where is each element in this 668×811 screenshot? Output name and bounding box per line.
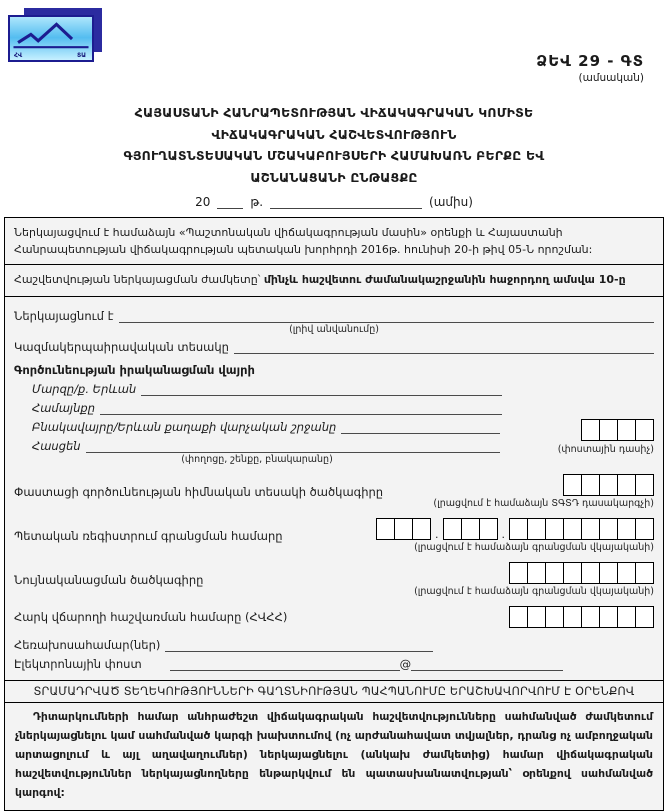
code-box[interactable] [527, 518, 546, 540]
presenter-input-line[interactable] [119, 311, 655, 323]
logo-chart-icon [8, 15, 94, 62]
confidentiality-banner [4, 680, 664, 703]
settlement-address-section [14, 415, 654, 465]
month-input-line[interactable] [270, 196, 422, 209]
email-row [14, 657, 654, 671]
code-box[interactable] [563, 518, 582, 540]
phone-row [14, 638, 654, 652]
id-code-label: Նույնականացման ծածկագիրը [14, 572, 204, 587]
logo-left-text: ՀՎ [14, 52, 23, 59]
code-box[interactable] [443, 518, 462, 540]
code-box[interactable] [509, 606, 528, 628]
code-box[interactable] [376, 518, 395, 540]
email-label: Էլեկտրոնային փոստ [14, 657, 142, 672]
presenter-row [14, 309, 654, 323]
id-code-column [414, 562, 654, 597]
presenter-label: Ներկայացնում է [14, 309, 114, 324]
statistical-committee-logo [8, 8, 104, 64]
register-code-column [376, 518, 654, 553]
code-box[interactable] [617, 518, 636, 540]
code-box[interactable] [545, 562, 564, 584]
tin-label: Հարկ վճարողի հաշվառման համարը (ՀՎՀՀ) [14, 610, 288, 625]
activity-code-row [14, 474, 654, 509]
register-number-row [14, 518, 654, 553]
deadline-box [4, 264, 664, 297]
location-section-header: Գործունեության իրականացման վայրի [14, 363, 255, 378]
code-box[interactable] [509, 562, 528, 584]
id-code-row [14, 562, 654, 597]
region-label: Մարզը/ք. Երևան [32, 382, 137, 397]
email-local-input-line[interactable] [170, 659, 400, 671]
phone-label: Հեռախոսահամար(ներ) [14, 638, 161, 653]
community-input-line[interactable] [100, 403, 502, 415]
address-label: Հասցեն [32, 439, 81, 454]
address-hint: (փողոցը, շենքը, բնակարանը) [181, 454, 333, 466]
code-box[interactable] [599, 474, 618, 496]
code-box[interactable] [635, 562, 654, 584]
code-box[interactable] [563, 562, 582, 584]
code-box[interactable] [599, 518, 618, 540]
legal-basis-box [4, 217, 664, 265]
code-box[interactable] [581, 474, 600, 496]
address-row [32, 439, 500, 453]
register-box-groups [376, 518, 654, 540]
code-box[interactable] [635, 419, 654, 441]
code-box[interactable] [635, 518, 654, 540]
activity-label: Փաստացի գործունեության հիմնական տեսակի ծածկագիրը [14, 484, 384, 499]
postal-code-boxes [581, 419, 654, 441]
region-input-line[interactable] [141, 384, 502, 396]
code-box[interactable] [617, 562, 636, 584]
report-date-line [0, 195, 668, 209]
register-group-2 [443, 518, 498, 540]
email-at-sign: @ [399, 657, 412, 672]
year-suffix: թ. [250, 195, 264, 209]
liability-warning-text: Դիտարկումների համար անհրաժեշտ վիճակագրական հաշվետվությունները սահմանված ժամկետում չներկայացնելու կամ սահմանված կարգի խախտումով (ոչ արժանահավատ տվյալներ, դրանց ոչ ամբողջական արտացոլում և այլ աղավաղումներ) ներկայացնելու (անկախ ժամկետից) համար վիճակագրական հաշվետվություններ ներկայացնողները ենթարկվում են պատասխանատվության՝ օրենքով սահմանված կարգով: [15, 710, 653, 800]
code-box[interactable] [599, 562, 618, 584]
address-input-line[interactable] [86, 441, 500, 453]
legal-form-input-line[interactable] [234, 342, 654, 354]
code-box[interactable] [394, 518, 413, 540]
form-boxes [4, 217, 664, 811]
register-group-3 [509, 518, 654, 540]
activity-code-boxes [563, 474, 654, 496]
tin-code-column [509, 606, 654, 628]
register-separator: . [501, 528, 505, 542]
code-box[interactable] [617, 606, 636, 628]
phone-input-line[interactable] [165, 640, 433, 652]
settlement-row [32, 420, 500, 434]
code-box[interactable] [599, 606, 618, 628]
liability-warning-box [4, 702, 664, 810]
code-box[interactable] [581, 518, 600, 540]
code-box[interactable] [563, 606, 582, 628]
code-box[interactable] [545, 518, 564, 540]
code-box[interactable] [563, 474, 582, 496]
logo-right-text: ՏԱ [76, 52, 86, 59]
code-box[interactable] [581, 606, 600, 628]
code-box[interactable] [527, 562, 546, 584]
code-box[interactable] [617, 419, 636, 441]
code-box[interactable] [581, 562, 600, 584]
legal-form-row [14, 340, 654, 354]
postal-code-column [526, 415, 654, 465]
presenter-hint: (լրիվ անվանումը) [289, 324, 379, 336]
confidentiality-text: ՏՐԱՄԱԴՐՎԱԾ ՏԵՂԵԿՈՒԹՅՈՒՆՆԵՐԻ ԳԱՂՏՆԻՈՒԹՅԱՆ ՊԱՀՊԱՆՈՒՄԸ ԵՐԱՇԽԱՎՈՐՎՈՒՄ Է ՕՐԵՆՔՈՎ [33, 685, 635, 699]
form-code-block [536, 52, 644, 84]
year-prefix: 20 [195, 195, 211, 209]
id-code-boxes [509, 562, 654, 584]
form-code: ՁԵՎ 29 - ԳՏ [536, 52, 644, 70]
code-box[interactable] [479, 518, 498, 540]
community-row [32, 401, 502, 415]
code-box[interactable] [635, 606, 654, 628]
code-box[interactable] [599, 419, 618, 441]
deadline-prefix: Հաշվետվության ներկայացման ժամկետը՝ [14, 273, 264, 287]
activity-note: (լրացվում է համաձայն ՏԳՏԴ դասակարգչի) [433, 498, 654, 510]
tin-boxes [509, 606, 654, 628]
legal-form-label: Կազմակերպաիրավական տեսակը [14, 340, 229, 355]
org-name-line2: ՎԻՃԱԿԱԳՐԱԿԱՆ ՀԱՇՎԵՏՎՈՒԹՅՈՒՆ [211, 126, 457, 142]
code-box[interactable] [635, 474, 654, 496]
report-title-line1: ԳՅՈՒՂԱՏՆՏԵՍԱԿԱՆ ՄՇԱԿԱԲՈՒՅՍԵՐԻ ՀԱՄԱԽԱՌՆ ԲԵՐՔԸ ԵՎ [123, 148, 545, 163]
settlement-label: Բնակավայրը/Երևան քաղաքի վարչական շրջանը [32, 420, 337, 435]
email-domain-input-line[interactable] [411, 659, 563, 671]
register-note: (լրացվում է համաձայն գրանցման վկայականի) [414, 542, 654, 554]
respondent-info-box [4, 296, 664, 681]
settlement-input-line[interactable] [341, 422, 500, 434]
org-name-line1: ՀԱՅԱՍՏԱՆԻ ՀԱՆՐԱՊԵՏՈՒԹՅԱՆ ՎԻՃԱԿԱԳՐԱԿԱՆ ԿՈՄԻՏԵ [134, 105, 534, 120]
tin-row [14, 606, 654, 628]
month-hint: (ամիս) [429, 195, 473, 209]
register-group-1 [376, 518, 431, 540]
deadline-bold: մինչև հաշվետու ժամանակաշրջանին հաջորդող ամսվա 10-ը [263, 273, 626, 287]
code-box[interactable] [412, 518, 431, 540]
code-box[interactable] [545, 606, 564, 628]
code-box[interactable] [617, 474, 636, 496]
legal-basis-text: Ներկայացվում է համաձայն «Պաշտոնական վիճակագրության մասին» օրենքի և Հայաստանի Հանրապետության վիճակագրության պետական խորհրդի 2016թ. հունիսի 20-ի թիվ 05-Ն որոշման: [14, 226, 593, 257]
code-box[interactable] [509, 518, 528, 540]
activity-code-column [433, 474, 654, 509]
region-row [32, 382, 502, 396]
community-label: Համայնքը [32, 401, 96, 416]
register-separator: . [435, 528, 439, 542]
year-input-line[interactable] [217, 196, 243, 209]
register-label: Պետական ռեգիստրում գրանցման համարը [14, 528, 283, 543]
code-box[interactable] [581, 419, 600, 441]
code-box[interactable] [527, 606, 546, 628]
postal-code-hint: (փոստային դասիչ) [557, 444, 654, 456]
settlement-address-left [14, 415, 526, 465]
code-box[interactable] [461, 518, 480, 540]
report-title-line2: ԱՇՆԱՆԱՑԱՆԻ ԸՆԹԱՑՔԸ [250, 169, 418, 185]
form-periodicity: (ամսական) [578, 72, 644, 84]
id-code-note: (լրացվում է համաձայն գրանցման վկայականի) [414, 586, 654, 598]
